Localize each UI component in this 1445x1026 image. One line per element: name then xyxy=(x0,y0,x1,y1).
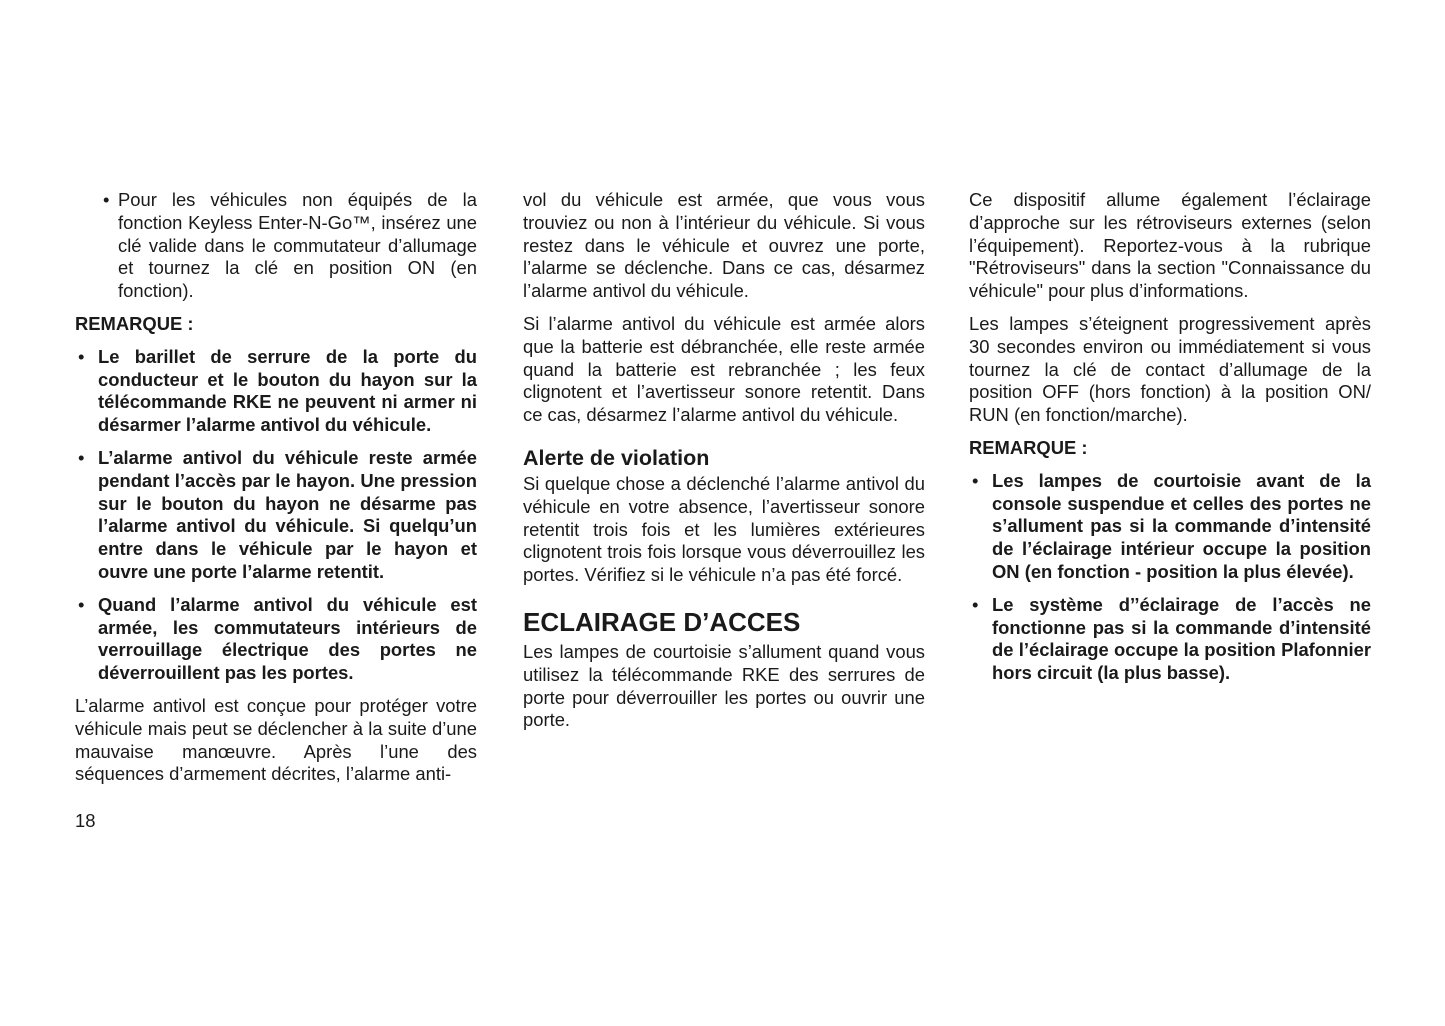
bullet-icon: • xyxy=(972,469,979,491)
body-paragraph: Si l’alarme antivol du véhicule est armée alors que la batterie est débranchée, elle reste armée quand la batterie est rebranchée ; les feux clignotent et l’avertisseur sonore retentit. Dans ce cas, désarmez l’alarme antivol du véhicule. xyxy=(523,312,925,426)
bullet-icon: • xyxy=(972,593,979,615)
remark-item xyxy=(75,594,477,685)
lead-bullet-item xyxy=(75,189,477,303)
column-right xyxy=(969,189,1371,695)
bullet-icon: • xyxy=(78,446,85,468)
remark-item xyxy=(969,470,1371,584)
bullet-icon: • xyxy=(78,593,85,615)
body-paragraph: Les lampes de courtoisie s’allument quand vous utilisez la télécommande RKE des serrures de porte pour déverrouiller les portes ou ouvrir une porte. xyxy=(523,640,925,731)
remark-item-text: Quand l’alarme antivol du véhicule est armée, les commutateurs intérieurs de verrouillage électrique des portes ne déverrouillent pas les portes. xyxy=(98,593,477,684)
column-middle xyxy=(523,189,925,742)
remark-item-text: Les lampes de courtoisie avant de la console suspendue et celles des portes ne s’allument pas si la commande d’intensité de l’éclairage intérieur occupe la position ON (en fonction - position la plus élevée). xyxy=(992,469,1371,582)
body-paragraph: vol du véhicule est armée, que vous vous trouviez ou non à l’intérieur du véhicule. Si vous restez dans le véhicule et ouvrez une porte, l’alarme se déclenche. Dans ce cas, désarmez l’alarme antivol du véhicule. xyxy=(523,189,925,302)
remark-item xyxy=(969,594,1371,685)
bullet-icon: • xyxy=(103,189,110,210)
remark-title: REMARQUE : xyxy=(969,436,1088,458)
body-paragraph: Les lampes s’éteignent progressivement après 30 secondes environ ou immédiatement si vous tournez la clé de contact d’allumage de la position OFF (hors fonction) à la position ON/ RUN (en fonction/marche). xyxy=(969,312,1371,426)
remark-item-text: L’alarme antivol du véhicule reste armée pendant l’accès par le hayon. Une pression sur le bouton du hayon ne désarme pas l’alarme antivol du véhicule. Si quelqu’un entre dans le véhicule par le hayon et ouvre une porte l’alarme retentit. xyxy=(98,446,477,582)
remark-item xyxy=(75,346,477,437)
bullet-icon: • xyxy=(78,345,85,367)
body-paragraph: Si quelque chose a déclenché l’alarme antivol du véhicule en votre absence, l’avertisseur sonore retentit trois fois et les lumières extérieures clignotent trois fois lorsque vous déverrouillez les portes. Vérifiez si le véhicule n’a pas été forcé. xyxy=(523,472,925,586)
remark-item xyxy=(75,447,477,584)
remark-list xyxy=(75,346,477,685)
page-number: 18 xyxy=(75,810,96,831)
column-left xyxy=(75,189,477,796)
body-paragraph: Ce dispositif allume également l’éclairage d’approche sur les rétroviseurs externes (selon l’équipement). Reportez-vous à la rubrique "Rétroviseurs" dans la section "Connaissance du véhicule" pour plus d’informations. xyxy=(969,189,1371,302)
lead-bullet-text: Pour les véhicules non équipés de la fonction Keyless Enter-N-Go™, insérez une clé valide dans le commutateur d’allumage et tournez la clé en position ON (en fonction). xyxy=(118,189,477,302)
remark-list xyxy=(969,470,1371,685)
remark-item-text: Le barillet de serrure de la porte du conducteur et le bouton du hayon sur la télécommande RKE ne peuvent ni armer ni désarmer l’alarme antivol du véhicule. xyxy=(98,345,477,436)
remark-title: REMARQUE : xyxy=(75,312,194,334)
body-paragraph: L’alarme antivol est conçue pour protéger votre véhicule mais peut se déclencher à la suite d’une mauvaise manœuvre. Après l’une des séquences d’armement décrites, l’alarme anti- xyxy=(75,694,477,785)
subheading-violation-alert: Alerte de violation xyxy=(523,445,710,470)
section-heading-access-lighting: ECLAIRAGE D’ACCES xyxy=(523,606,801,637)
remark-item-text: Le système d’’éclairage de l’accès ne fonctionne pas si la commande d’intensité de l’éclairage occupe la position Plafonnier hors circuit (la plus basse). xyxy=(992,593,1371,684)
